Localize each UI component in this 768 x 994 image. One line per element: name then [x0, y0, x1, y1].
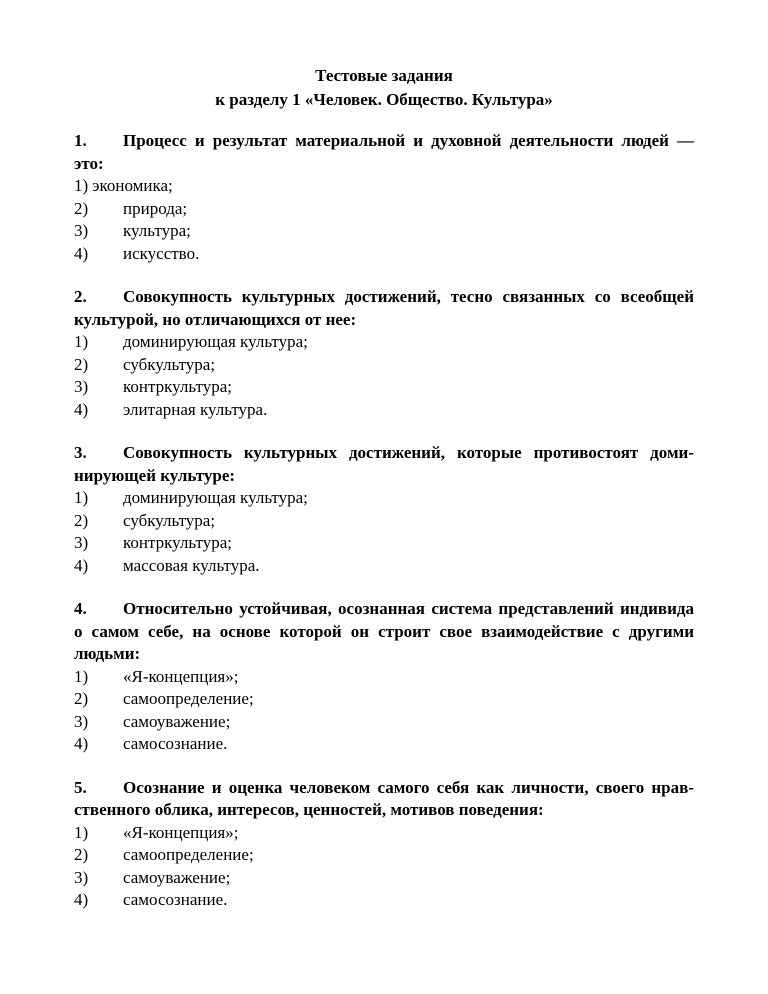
- option-text: самоопределение;: [123, 689, 254, 708]
- option-number: 3): [74, 867, 89, 887]
- answer-options: [74, 331, 694, 421]
- answer-option: [74, 354, 694, 377]
- option-text: доминирующая культура;: [123, 488, 308, 507]
- question-1: [74, 130, 694, 265]
- question-body: Осознание и оценка человеком самого себя как личности, своего нравственного облика, интересов, ценностей, мотивов поведения:: [74, 777, 694, 819]
- question-5: [74, 777, 694, 912]
- option-number: 1): [74, 822, 89, 842]
- answer-option: [74, 889, 694, 912]
- option-text: контркультура;: [123, 377, 232, 396]
- question-4: [74, 598, 694, 756]
- question-body: Процесс и результат материальной и духовной деятельности людей — это:: [74, 131, 694, 173]
- option-text: элитарная культура.: [123, 399, 268, 419]
- answer-option: [74, 867, 694, 890]
- option-number: 3): [74, 711, 89, 731]
- option-text: самосознание.: [123, 734, 228, 753]
- answer-option: [74, 555, 694, 578]
- option-text: «Я-концепция»;: [123, 822, 239, 842]
- question-number: 4.: [74, 599, 87, 618]
- option-text: массовая культура.: [123, 555, 260, 575]
- option-number: 4): [74, 890, 89, 909]
- answer-option: [74, 822, 694, 845]
- option-number: 3): [74, 221, 89, 240]
- question-body: Относительно устойчивая, осознанная система представлений индивида о самом себе, на основе которой он строит свое взаимодействие с другими людьми:: [74, 599, 694, 663]
- option-number: 4): [74, 555, 89, 575]
- question-number: 2.: [74, 287, 87, 306]
- answer-option: [74, 711, 694, 734]
- option-text: «Я-концепция»;: [123, 666, 239, 686]
- option-number: 3): [74, 533, 89, 552]
- answer-option: [74, 844, 694, 867]
- option-text: самоопределение;: [123, 845, 254, 864]
- answer-option: [74, 220, 694, 243]
- option-number: 4): [74, 734, 89, 753]
- option-number: 2): [74, 198, 89, 218]
- option-number: 2): [74, 845, 89, 864]
- question-text: [74, 286, 694, 331]
- option-number: 3): [74, 377, 89, 396]
- option-number: 2): [74, 510, 89, 530]
- answer-option: [74, 376, 694, 399]
- question-number: 3.: [74, 443, 87, 462]
- question-number: 1.: [74, 131, 87, 150]
- option-number: 4): [74, 399, 89, 419]
- option-text: самоуважение;: [123, 867, 231, 887]
- option-text: доминирующая культура;: [123, 332, 308, 351]
- question-text: [74, 598, 694, 666]
- option-text: природа;: [123, 198, 188, 218]
- question-body: Совокупность культурных достижений, которые противостоят доминирующей культуре:: [74, 443, 694, 485]
- option-number: 2): [74, 354, 89, 374]
- answer-option: [74, 198, 694, 221]
- question-text: [74, 777, 694, 822]
- question-body: Совокупность культурных достижений, тесно связанных со всеобщей культурой, но отличающихся от нее:: [74, 287, 694, 329]
- answer-option: [74, 688, 694, 711]
- option-text: искусство.: [123, 243, 200, 263]
- answer-option: [74, 510, 694, 533]
- option-number: 4): [74, 243, 89, 263]
- document-title: [74, 64, 694, 112]
- option-text: культура;: [123, 221, 191, 240]
- answer-option: [74, 243, 694, 266]
- answer-option: [74, 331, 694, 354]
- option-text: экономика;: [92, 176, 173, 195]
- question-2: [74, 286, 694, 421]
- question-number: 5.: [74, 777, 87, 797]
- answer-option: [74, 487, 694, 510]
- question-text: [74, 130, 694, 175]
- answer-options: [74, 666, 694, 756]
- answer-options: [74, 487, 694, 577]
- question-3: [74, 442, 694, 577]
- answer-option: [74, 532, 694, 555]
- option-number: 1): [74, 666, 89, 686]
- option-text: субкультура;: [123, 354, 216, 374]
- option-text: самоуважение;: [123, 711, 231, 731]
- answer-options: [74, 175, 694, 265]
- document-page: [74, 64, 694, 933]
- option-number: 1): [74, 488, 89, 507]
- option-text: субкультура;: [123, 510, 216, 530]
- option-number: 1): [74, 176, 89, 195]
- title-line-1: Тестовые задания: [315, 66, 453, 85]
- answer-option: [74, 399, 694, 422]
- answer-option: [74, 175, 694, 198]
- option-number: 1): [74, 332, 89, 351]
- option-text: самосознание.: [123, 890, 228, 909]
- option-number: 2): [74, 689, 89, 708]
- answer-option: [74, 666, 694, 689]
- answer-option: [74, 733, 694, 756]
- question-text: [74, 442, 694, 487]
- option-text: контркультура;: [123, 533, 232, 552]
- answer-options: [74, 822, 694, 912]
- title-line-2: к разделу 1 «Человек. Общество. Культура»: [215, 90, 553, 109]
